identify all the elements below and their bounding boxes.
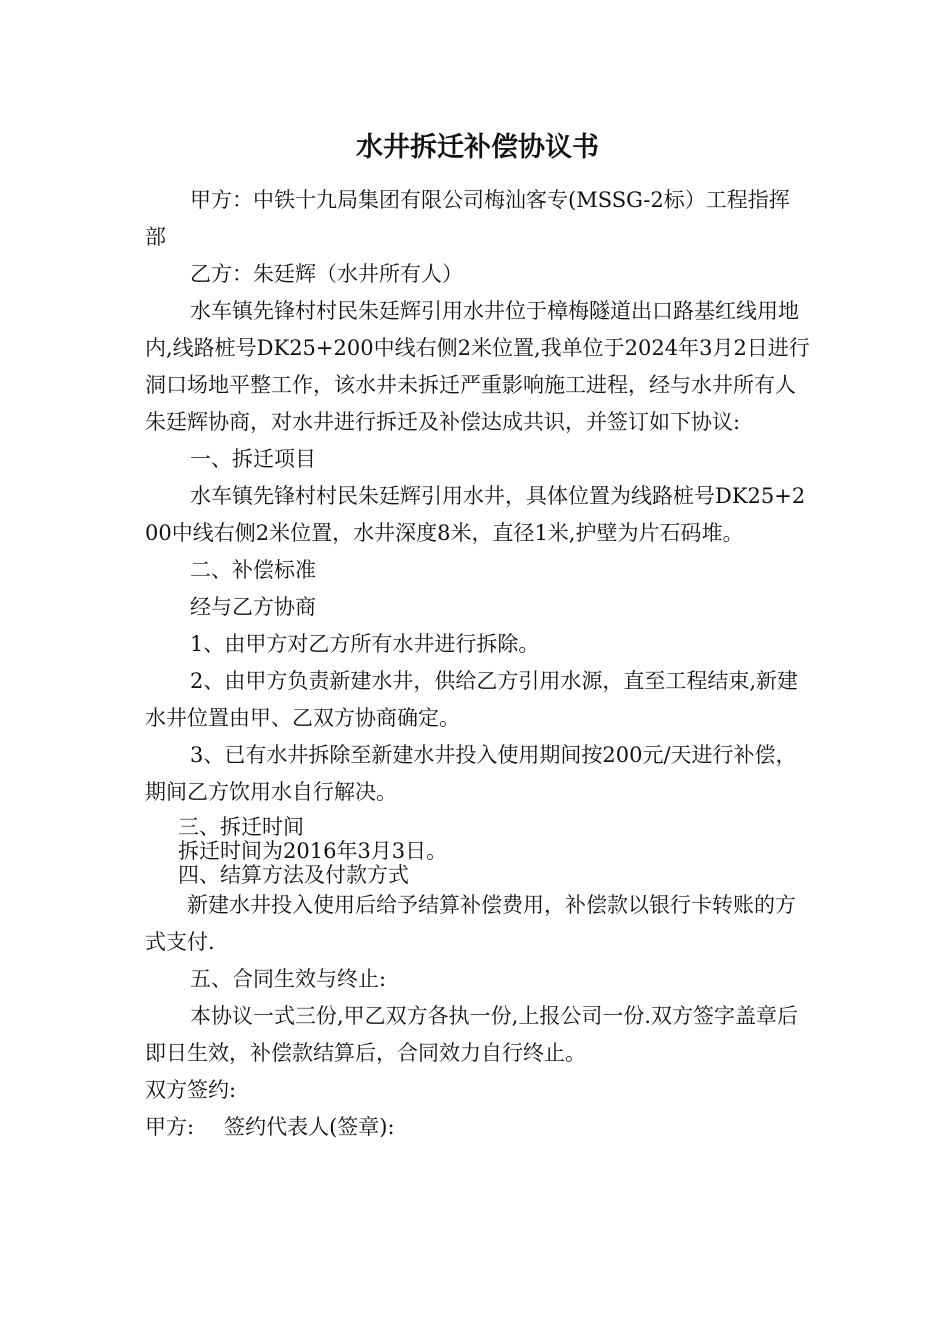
section-2-item-1: 1、由甲方对乙方所有水井进行拆除。	[190, 632, 540, 656]
party-b: 乙方：朱廷辉（水井所有人）	[190, 262, 463, 286]
section-4-heading: 四、结算方法及付款方式	[178, 863, 409, 887]
sign-party-a-label: 甲方:	[145, 1115, 195, 1139]
signature-line	[145, 1109, 810, 1146]
document-title: 水井拆迁补偿协议书	[356, 132, 599, 163]
section-2-item-2: 2、由甲方负责新建水井，供给乙方引用水源，直至工程结束,新建水井位置由甲、乙双方协商确定。	[145, 669, 799, 730]
section-5-body: 本协议一式三份,甲乙双方各执一份,上报公司一份.双方签字盖章后即日生效，补偿款结算后，合同效力自行终止。	[145, 1004, 799, 1065]
party-a: 甲方：中铁十九局集团有限公司梅汕客专(MSSG-2标）工程指挥部	[145, 188, 790, 249]
section-1-body: 水车镇先锋村村民朱廷辉引用水井，具体位置为线路桩号DK25+200中线右侧2米位置，水井深度8米，直径1米,护壁为片石码堆。	[145, 484, 806, 545]
section-5-heading: 五、合同生效与终止:	[190, 967, 387, 991]
intro-paragraph: 水车镇先锋村村民朱廷辉引用水井位于樟梅隧道出口路基红线用地内,线路桩号DK25+200中线右侧2米位置,我单位于2024年3月2日进行洞口场地平整工作，该水井未拆迁严重影响施工进程，经与水井所有人朱廷辉协商，对水井进行拆迁及补偿达成共识，并签订如下协议:	[145, 299, 810, 434]
section-3-body: 拆迁时间为2016年3月3日。	[178, 839, 448, 863]
section-2-item-3: 3、已有水井拆除至新建水井投入使用期间按200元/天进行补偿，期间乙方饮用水自行解决。	[145, 743, 797, 804]
section-3-heading: 三、拆迁时间	[178, 815, 304, 839]
section-1-heading: 一、拆迁项目	[190, 447, 316, 471]
signing-label: 双方签约:	[145, 1078, 237, 1102]
section-2-intro: 经与乙方协商	[190, 595, 316, 619]
section-2-heading: 二、补偿标准	[190, 558, 316, 582]
document-body	[145, 128, 810, 1146]
section-4-body: 新建水井投入使用后给予结算补偿费用，补偿款以银行卡转账的方式支付.	[145, 893, 796, 954]
sign-representative-label: 签约代表人(签章):	[224, 1115, 395, 1139]
